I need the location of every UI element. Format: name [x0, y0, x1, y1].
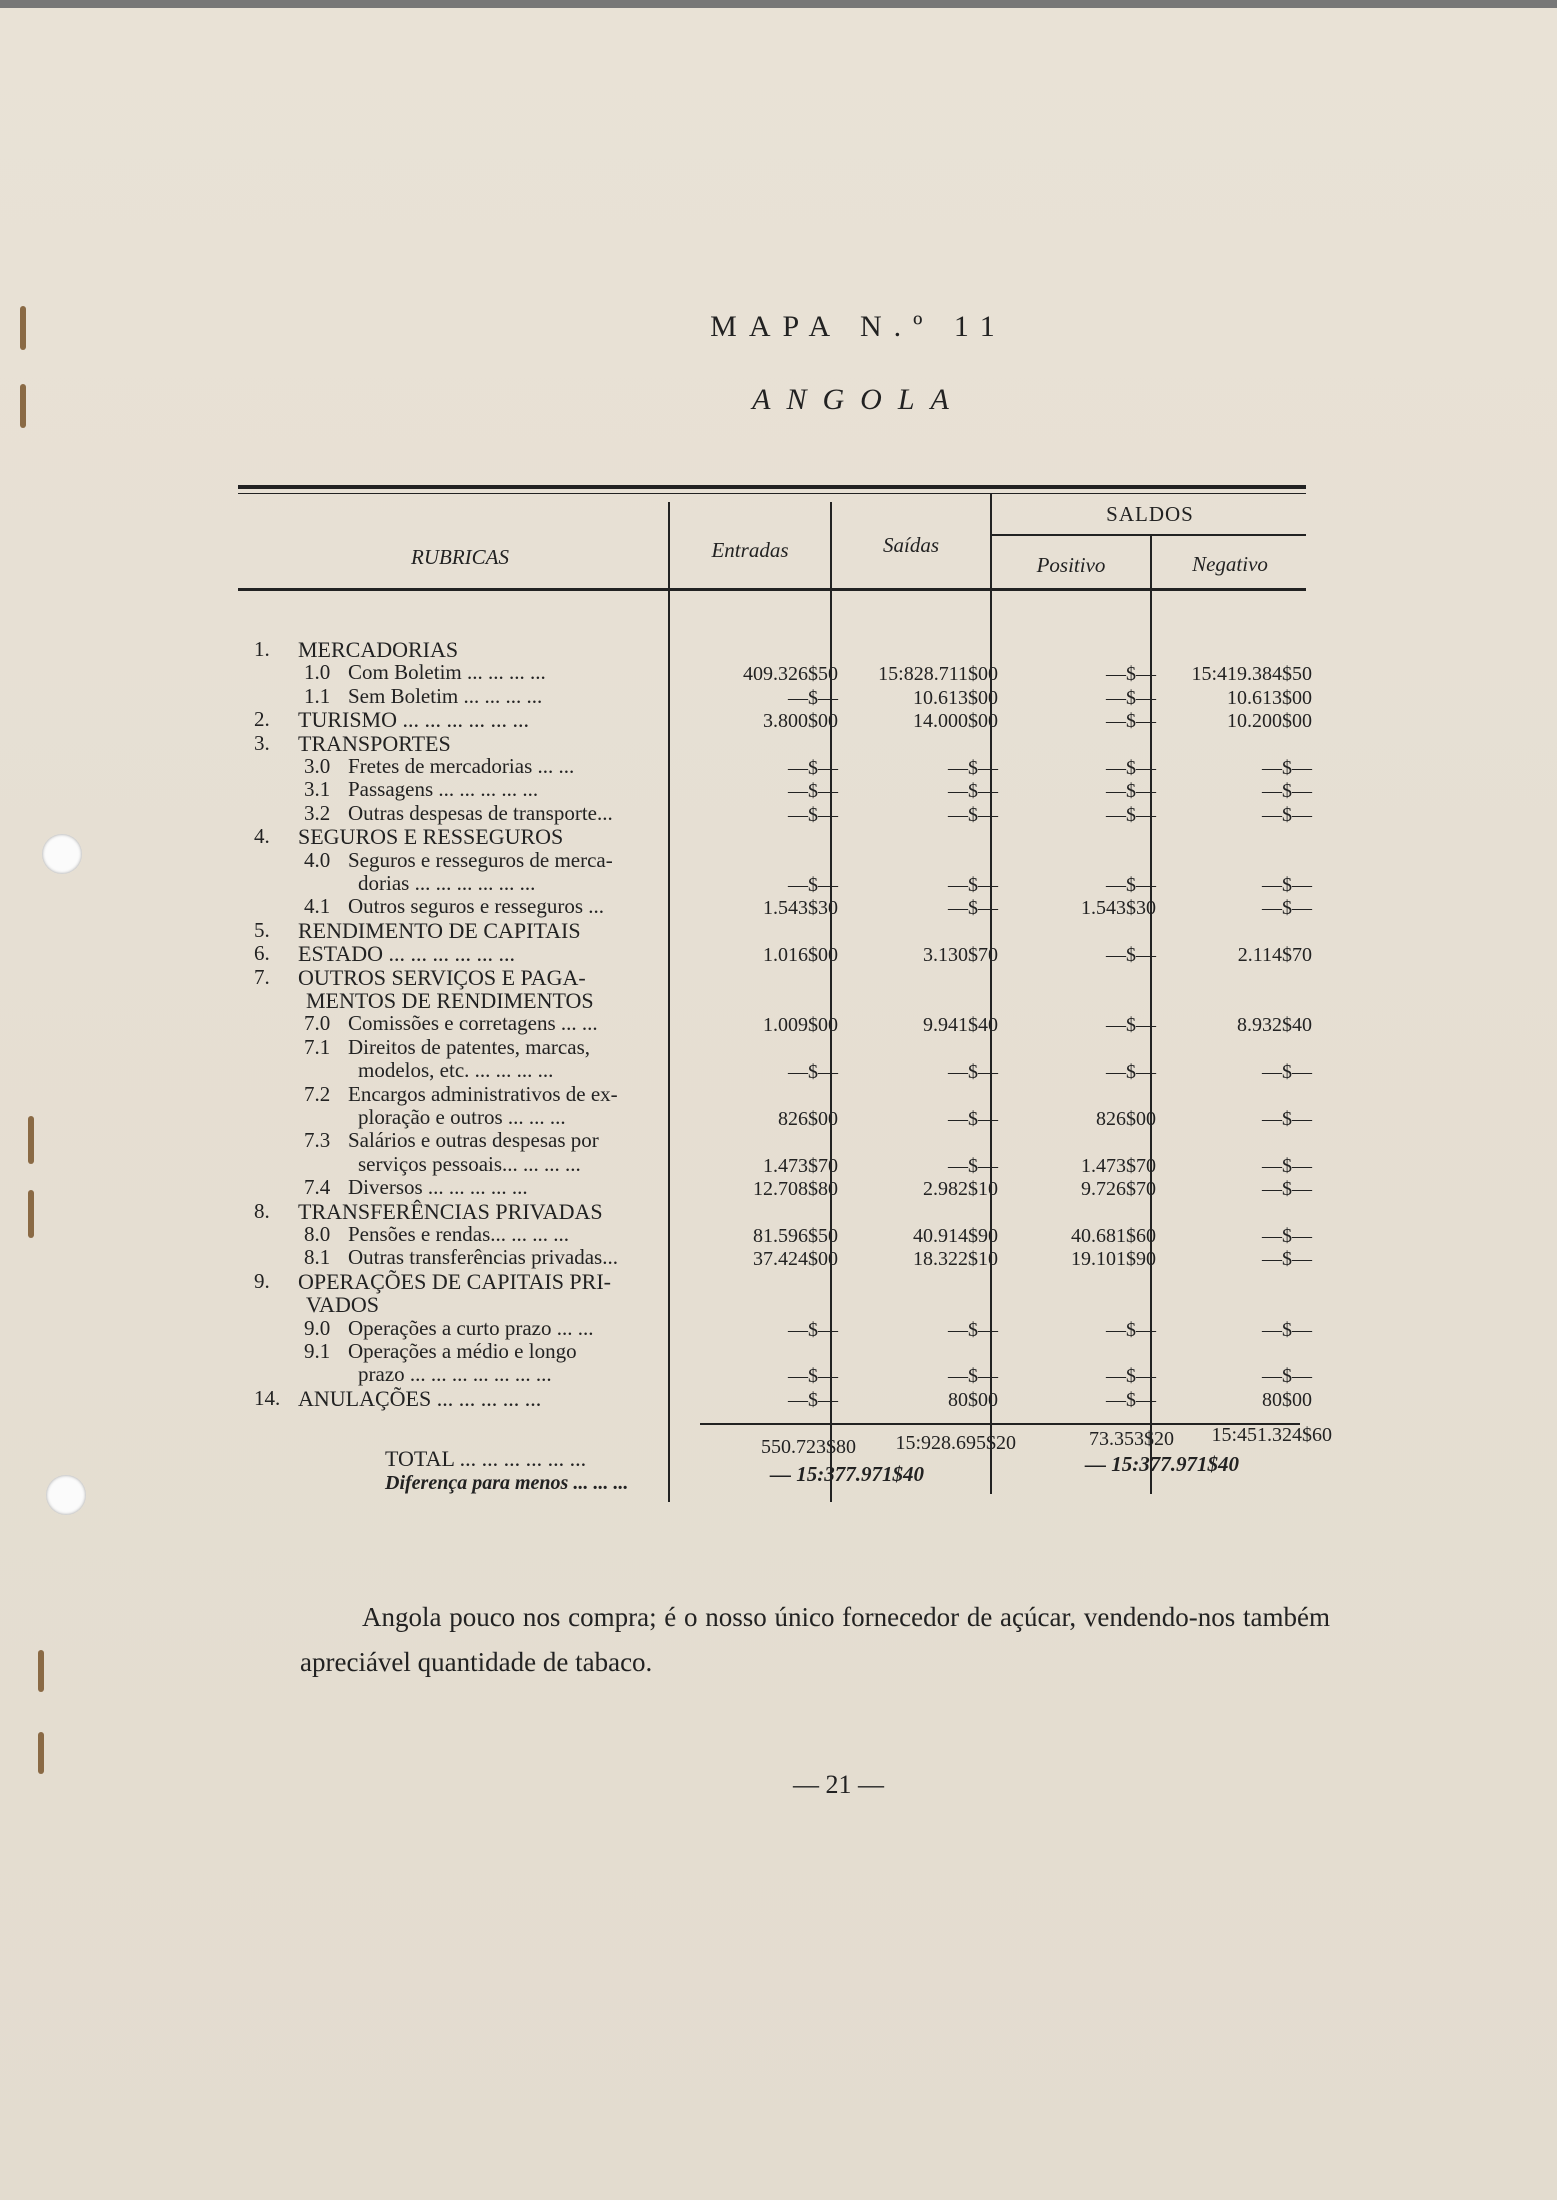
row-number: 7.2 — [304, 1082, 331, 1106]
row-number: 7.0 — [304, 1011, 331, 1035]
cell-saidas: —$— — [948, 757, 998, 779]
section-label: TRANSFERÊNCIAS PRIVADAS — [298, 1199, 603, 1224]
row-number: 2. — [254, 707, 270, 731]
cell-negativo: —$— — [1262, 1365, 1312, 1387]
col-header-rubricas: RUBRICAS — [411, 545, 509, 569]
cell-entradas: —$— — [788, 874, 838, 896]
cell-saidas: 10.613$00 — [913, 687, 998, 709]
row-number: 4.0 — [304, 848, 331, 872]
binding-stitch — [28, 1190, 34, 1238]
cell-positivo: —$— — [1106, 1061, 1156, 1083]
cell-negativo: 8.932$40 — [1237, 1014, 1312, 1036]
cell-negativo: —$— — [1262, 780, 1312, 802]
cell-entradas: —$— — [788, 1061, 838, 1083]
cell-saidas: —$— — [948, 897, 998, 919]
punch-hole-top — [42, 834, 82, 874]
item-label: Diversos ... ... ... ... ... — [348, 1175, 528, 1199]
cell-saidas: 9.941$40 — [923, 1014, 998, 1036]
section-label: TRANSPORTES — [298, 731, 451, 756]
cell-negativo: —$— — [1262, 1319, 1312, 1341]
cell-positivo: —$— — [1106, 663, 1156, 685]
cell-negativo: —$— — [1262, 1061, 1312, 1083]
item-label: dorias ... ... ... ... ... ... — [358, 871, 536, 895]
cell-positivo: —$— — [1106, 804, 1156, 826]
row-number: 9. — [254, 1269, 270, 1293]
item-label: Sem Boletim ... ... ... ... — [348, 684, 543, 708]
item-label: Encargos administrativos de ex- — [348, 1082, 618, 1106]
col-header-entradas: Entradas — [711, 538, 789, 562]
cell-saidas: —$— — [948, 1365, 998, 1387]
row-number: 7.1 — [304, 1035, 331, 1059]
cell-negativo: —$— — [1262, 804, 1312, 826]
cell-saidas: —$— — [948, 780, 998, 802]
cell-entradas: 3.800$00 — [763, 710, 838, 732]
cell-positivo: 9.726$70 — [1081, 1178, 1156, 1200]
cell-negativo: 80$00 — [1262, 1389, 1312, 1411]
cell-saidas: 2.982$10 — [923, 1178, 998, 1200]
row-number: 3.1 — [304, 777, 331, 801]
item-label: Direitos de patentes, marcas, — [348, 1035, 590, 1059]
difference-entradas-saidas: — 15:377.971$40 — [770, 1462, 924, 1486]
cell-positivo: —$— — [1106, 710, 1156, 732]
col-divider-rubricas — [668, 502, 670, 1502]
cell-saidas: 18.322$10 — [913, 1248, 998, 1270]
cell-entradas: 409.326$50 — [743, 663, 838, 685]
item-label: Outras despesas de transporte... — [348, 801, 613, 825]
row-number: 1. — [254, 637, 270, 661]
section-label: ANULAÇÕES ... ... ... ... ... — [298, 1386, 542, 1411]
cell-negativo: —$— — [1262, 897, 1312, 919]
cell-entradas: —$— — [788, 804, 838, 826]
cell-negativo: —$— — [1262, 1225, 1312, 1247]
cell-saidas: 80$00 — [948, 1389, 998, 1411]
row-number: 7.4 — [304, 1175, 331, 1199]
cell-saidas: —$— — [948, 1061, 998, 1083]
cell-positivo: 1.543$30 — [1081, 897, 1156, 919]
map-title: MAPA N.º 11 — [710, 310, 1007, 343]
cell-entradas: 12.708$80 — [753, 1178, 838, 1200]
cell-entradas: —$— — [788, 687, 838, 709]
difference-label: Diferença para menos ... ... ... — [385, 1472, 629, 1494]
row-number: 5. — [254, 918, 270, 942]
section-label: TURISMO ... ... ... ... ... ... — [298, 707, 530, 732]
binding-stitch — [28, 1116, 34, 1164]
cell-saidas: —$— — [948, 1108, 998, 1130]
section-label: VADOS — [306, 1292, 379, 1317]
cell-entradas: —$— — [788, 757, 838, 779]
col-divider-entradas — [830, 502, 832, 1502]
item-label: Outros seguros e resseguros ... — [348, 894, 605, 918]
cell-entradas: —$— — [788, 780, 838, 802]
item-label: Passagens ... ... ... ... ... — [348, 777, 539, 801]
row-number: 3.0 — [304, 754, 331, 778]
cell-negativo: 15:419.384$50 — [1191, 663, 1312, 685]
cell-entradas: 1.473$70 — [763, 1155, 838, 1177]
cell-entradas: 37.424$00 — [753, 1248, 838, 1270]
row-number: 9.1 — [304, 1339, 331, 1363]
cell-saidas: 40.914$90 — [913, 1225, 998, 1247]
total-entradas: 550.723$80 — [761, 1436, 856, 1458]
item-label: Outras transferências privadas... — [348, 1245, 618, 1269]
punch-hole-bottom — [46, 1475, 86, 1515]
col-header-saldos: SALDOS — [1106, 502, 1194, 526]
cell-negativo: —$— — [1262, 757, 1312, 779]
section-label: SEGUROS E RESSEGUROS — [298, 824, 564, 849]
header-bottom-rule — [238, 588, 1306, 591]
cell-entradas: —$— — [788, 1319, 838, 1341]
cell-positivo: —$— — [1106, 687, 1156, 709]
saldos-divider — [990, 534, 1306, 536]
cell-positivo: 40.681$60 — [1071, 1225, 1156, 1247]
cell-positivo: —$— — [1106, 1365, 1156, 1387]
cell-entradas: 81.596$50 — [753, 1225, 838, 1247]
cell-negativo: —$— — [1262, 1155, 1312, 1177]
cell-positivo: —$— — [1106, 757, 1156, 779]
cell-negativo: 2.114$70 — [1237, 944, 1312, 966]
cell-saidas: 14.000$00 — [913, 710, 998, 732]
cell-positivo: —$— — [1106, 1014, 1156, 1036]
cell-negativo: —$— — [1262, 1108, 1312, 1130]
row-number: 7.3 — [304, 1128, 331, 1152]
item-label: serviços pessoais... ... ... ... — [358, 1152, 581, 1176]
item-label: ploração e outros ... ... ... — [358, 1105, 566, 1129]
row-number: 8.1 — [304, 1245, 331, 1269]
cell-negativo: —$— — [1262, 1248, 1312, 1270]
col-header-negativo: Negativo — [1192, 552, 1268, 576]
cell-saidas: —$— — [948, 874, 998, 896]
section-label: OPERAÇÕES DE CAPITAIS PRI- — [298, 1269, 611, 1294]
row-number: 3. — [254, 731, 270, 755]
cell-negativo: —$— — [1262, 1178, 1312, 1200]
row-number: 8.0 — [304, 1222, 331, 1246]
section-label: MERCADORIAS — [298, 637, 459, 662]
cell-saidas: —$— — [948, 1155, 998, 1177]
cell-positivo: —$— — [1106, 1319, 1156, 1341]
row-number: 8. — [254, 1199, 270, 1223]
row-number: 9.0 — [304, 1316, 331, 1340]
page-top-edge — [0, 0, 1557, 8]
cell-entradas: 1.016$00 — [763, 944, 838, 966]
cell-negativo: —$— — [1262, 874, 1312, 896]
cell-positivo: —$— — [1106, 944, 1156, 966]
cell-entradas: 1.543$30 — [763, 897, 838, 919]
total-positivo: 73.353$20 — [1089, 1428, 1174, 1450]
cell-entradas: 826$00 — [778, 1108, 838, 1130]
row-number: 1.0 — [304, 660, 331, 684]
section-label: RENDIMENTO DE CAPITAIS — [298, 918, 581, 943]
col-divider-saidas — [990, 494, 992, 1494]
cell-saidas: 3.130$70 — [923, 944, 998, 966]
col-header-saidas: Saídas — [882, 533, 939, 557]
row-number: 1.1 — [304, 684, 331, 708]
cell-positivo: 19.101$90 — [1071, 1248, 1156, 1270]
table-top-rule-thin — [238, 493, 1306, 494]
item-label: prazo ... ... ... ... ... ... ... — [358, 1362, 552, 1386]
cell-entradas: —$— — [788, 1365, 838, 1387]
region-title: ANGOLA — [752, 383, 965, 416]
item-label: Operações a curto prazo ... ... — [348, 1316, 594, 1340]
total-negativo: 15:451.324$60 — [1211, 1424, 1332, 1446]
cell-saidas: —$— — [948, 804, 998, 826]
cell-positivo: —$— — [1106, 874, 1156, 896]
cell-entradas: 1.009$00 — [763, 1014, 838, 1036]
item-label: Pensões e rendas... ... ... ... — [348, 1222, 570, 1246]
col-header-positivo: Positivo — [1036, 553, 1106, 577]
item-label: Seguros e resseguros de merca- — [348, 848, 613, 872]
section-label: OUTROS SERVIÇOS E PAGA- — [298, 965, 586, 990]
section-label: ESTADO ... ... ... ... ... ... — [298, 941, 516, 966]
item-label: Comissões e corretagens ... ... — [348, 1011, 598, 1035]
total-label: TOTAL ... ... ... ... ... ... — [385, 1446, 587, 1471]
row-number: 4.1 — [304, 894, 331, 918]
row-number: 7. — [254, 965, 270, 989]
cell-saidas: —$— — [948, 1319, 998, 1341]
cell-positivo: 826$00 — [1096, 1108, 1156, 1130]
row-number: 4. — [254, 824, 270, 848]
commentary-paragraph: Angola pouco nos compra; é o nosso único fornecedor de açúcar, vendendo-nos também apreciável quantidade de tabaco. — [300, 1602, 1330, 1677]
page-number: — 21 — — [793, 1770, 884, 1799]
cell-negativo: 10.200$00 — [1227, 710, 1312, 732]
row-number: 3.2 — [304, 801, 331, 825]
item-label: modelos, etc. ... ... ... ... — [358, 1058, 554, 1082]
section-label: MENTOS DE RENDIMENTOS — [306, 988, 594, 1013]
cell-entradas: —$— — [788, 1389, 838, 1411]
difference-saldos: — 15:377.971$40 — [1085, 1452, 1239, 1476]
cell-positivo: —$— — [1106, 1389, 1156, 1411]
row-number: 14. — [254, 1386, 281, 1410]
item-label: Salários e outras despesas por — [348, 1128, 599, 1152]
cell-negativo: 10.613$00 — [1227, 687, 1312, 709]
cell-positivo: 1.473$70 — [1081, 1155, 1156, 1177]
cell-positivo: —$— — [1106, 780, 1156, 802]
table-top-rule — [238, 485, 1306, 489]
item-label: Com Boletim ... ... ... ... — [348, 660, 546, 684]
item-label: Fretes de mercadorias ... ... — [348, 754, 575, 778]
cell-saidas: 15:828.711$00 — [878, 663, 998, 685]
binding-stitch — [38, 1732, 44, 1774]
total-saidas: 15:928.695$20 — [895, 1432, 1016, 1454]
row-number: 6. — [254, 941, 270, 965]
binding-stitch — [38, 1650, 44, 1692]
item-label: Operações a médio e longo — [348, 1339, 577, 1363]
